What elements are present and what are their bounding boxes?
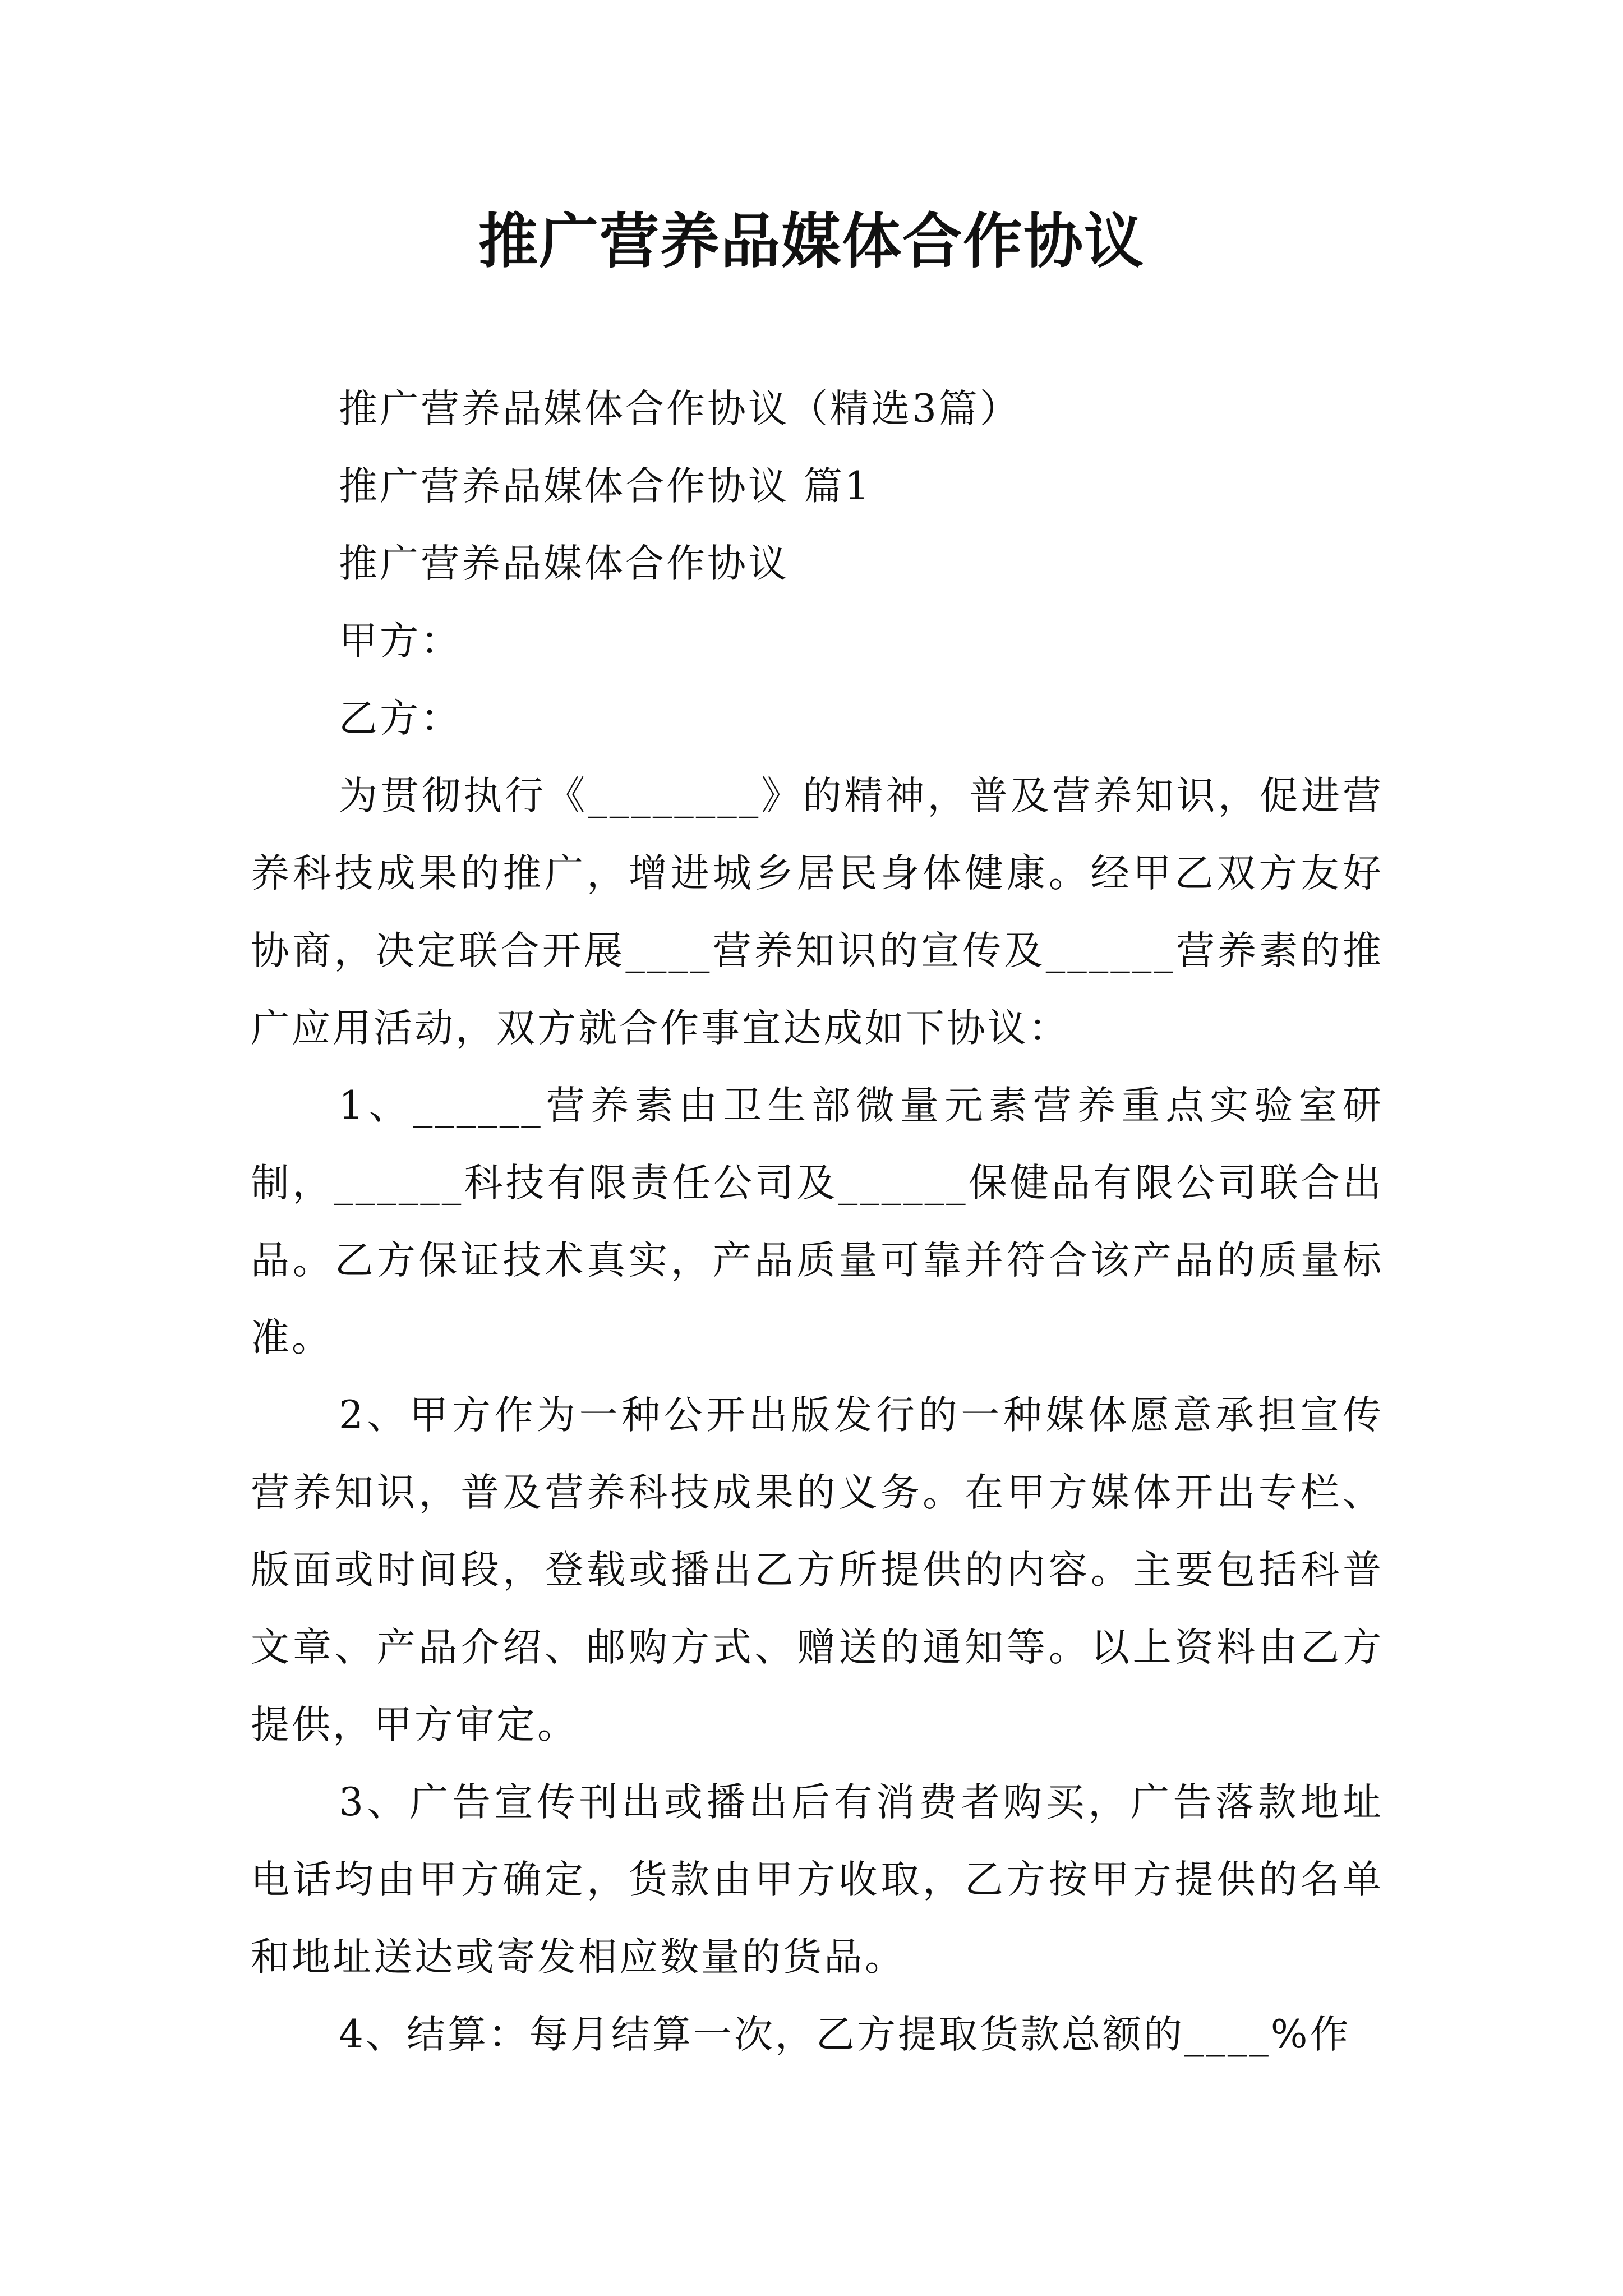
paragraph-party-a: 甲方： (339, 619, 462, 664)
paragraph-clause-3: 3、广告宣传刊出或播出后有消费者购买，广告落款地址电话均由甲方确定，货款由甲方收取，乙方按甲方提供的名单和地址送达或寄发相应数量的货品。 (251, 1780, 1384, 1980)
paragraph-clause-2: 2、甲方作为一种公开出版发行的一种媒体愿意承担宣传营养知识，普及营养科技成果的义务。在甲方媒体开出专栏、版面或时间段，登载或播出乙方所提供的内容。主要包括科普文章、产品介绍、邮购方式、赠送的通知等。以上资料由乙方提供，甲方审定。 (251, 1393, 1384, 1747)
paragraph-subtitle: 推广营养品媒体合作协议（精选3篇） (339, 386, 1021, 431)
document-title: 推广营养品媒体合作协议 (478, 206, 1145, 276)
paragraph-clause-1: 1、______营养素由卫生部微量元素营养重点实验室研制，______科技有限责任公司及______保健品有限公司联合出品。乙方保证技术真实，产品质量可靠并符合该产品的质量标准。 (251, 1083, 1384, 1360)
document-body (251, 370, 1384, 2073)
paragraph-party-b: 乙方： (339, 696, 462, 741)
paragraph-preamble: 为贯彻执行《________》的精神，普及营养知识，促进营养科技成果的推广，增进城乡居民身体健康。经甲乙双方友好协商，决定联合开展____营养知识的宣传及______营养素的推广应用活动，双方就合作事宜达成如下协议： (251, 774, 1384, 1051)
paragraph-section-heading: 推广营养品媒体合作协议 篇1 (339, 464, 872, 509)
paragraph-clause-4: 4、结算：每月结算一次，乙方提取货款总额的____%作 (339, 2012, 1351, 2057)
paragraph-agreement-name: 推广营养品媒体合作协议 (339, 541, 789, 586)
